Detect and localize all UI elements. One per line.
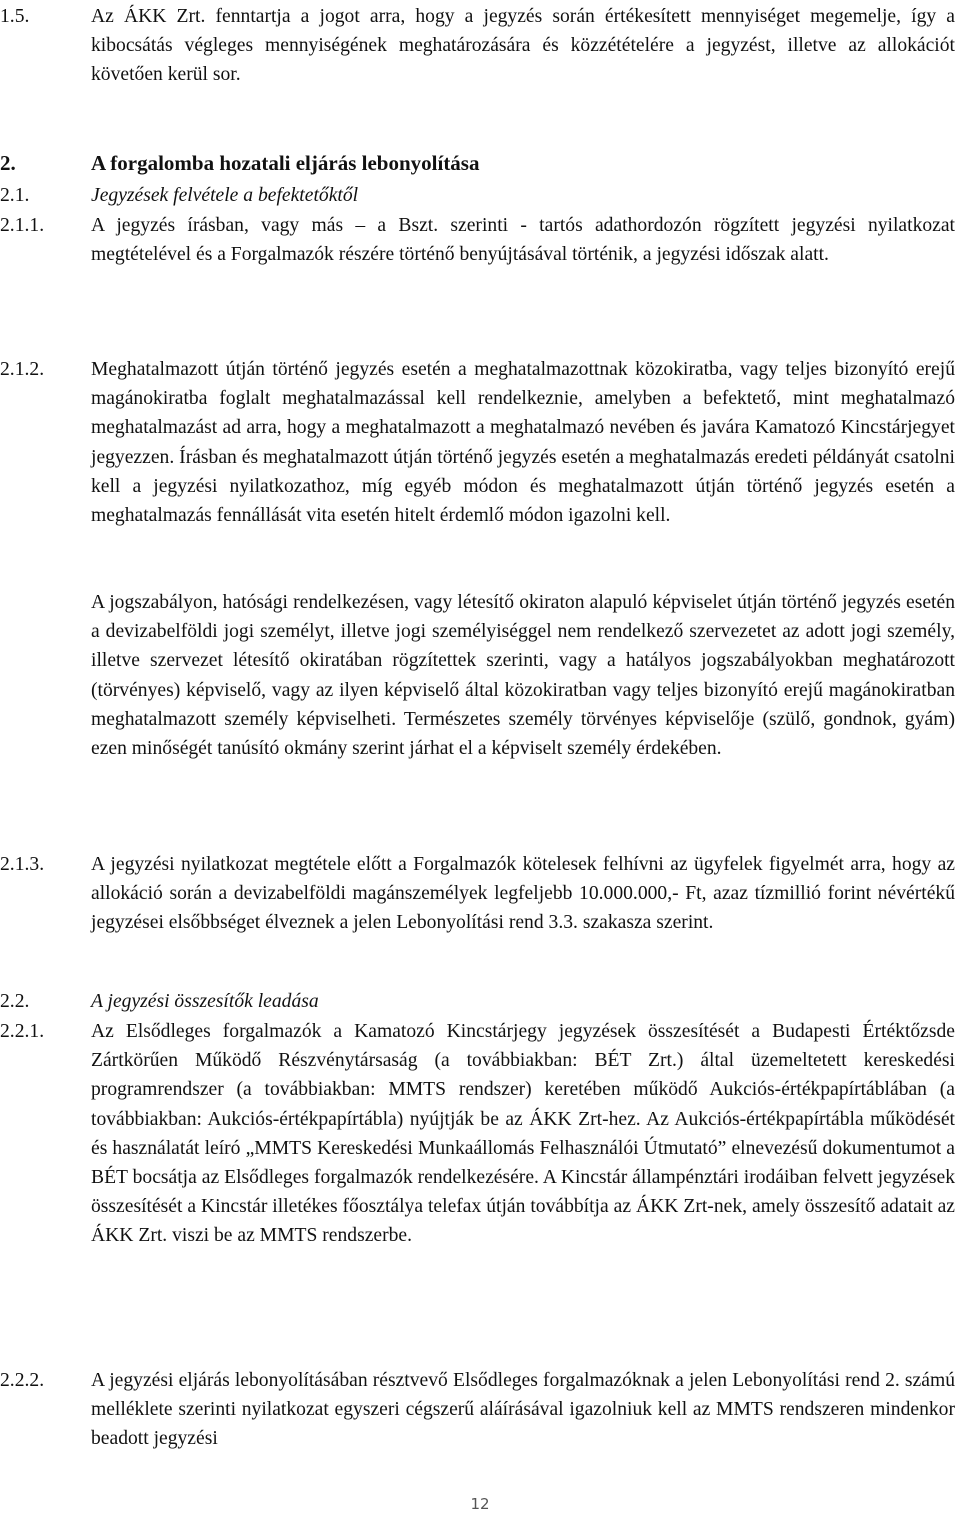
section-text: Meghatalmazott útján történő jegyzés esetén a meghatalmazottnak közokiratba, vagy teljes bizonyító erejű magánokiratba foglalt meghatalmazással kell rendelkeznie, amelyben a befektető, mint meghatalmazó meghatalmazást ad arra, hogy a meghatalmazott a meghatalmazó nevében és javára Kamatozó Kincstárjegyet jegyezzen. Írásban és meghatalmazott útján történő jegyzés esetén a meghatalmazás eredeti példányát csatolni kell a jegyzési nyilatkozathoz, míg egyéb módon és meghatalmazott útján történő jegyzés esetén a meghatalmazás fennállását vita esetén hitelt érdemlő módon igazolni kell.: [91, 359, 955, 527]
page-number: 12: [470, 1495, 490, 1513]
section-number: 2.1.2.: [0, 359, 45, 380]
section-number: 2.2.1.: [0, 1021, 45, 1042]
section-text-continued: A jogszabályon, hatósági rendelkezésen, vagy létesítő okiraton alapuló képviselet útján történő jegyzés esetén a devizabelföldi jogi személyt, illetve jogi személyiséggel nem rendelkező szervezetet az adott jogi személy, illetve szervezet létesítő okiratában rögzítettek szerinti, vagy a hatályos jogszabályokban meghatározott (törvényes) képviselő, vagy az ilyen képviselő által közokiratban vagy teljes bizonyító erejű magánokiratban meghatalmazott személy képviselheti. Természetes személy törvényes képviselője (szülő, gondnok, gyám) ezen minőségét tanúsító okmány szerint járhat el a képviselt személy érdekében.: [91, 592, 955, 760]
section-number: 2.2.: [0, 991, 30, 1012]
section-number: 1.5.: [0, 6, 30, 27]
section-title: A jegyzési összesítők leadása: [91, 991, 319, 1012]
section-title: A forgalomba hozatali eljárás lebonyolítása: [91, 151, 480, 175]
section-number: 2.2.2.: [0, 1370, 45, 1391]
section-text: Az ÁKK Zrt. fenntartja a jogot arra, hogy a jegyzés során értékesített mennyiséget megemelje, így a kibocsátás végleges mennyiségének meghatározására és közzétételére a jegyzést, illetve az allokációt követően kerül sor.: [91, 6, 955, 86]
section-number: 2.1.3.: [0, 854, 45, 875]
section-number: 2.1.: [0, 185, 30, 206]
section-number: 2.: [0, 151, 16, 175]
section-number: 2.1.1.: [0, 215, 45, 236]
section-text: A jegyzési eljárás lebonyolításában résztvevő Elsődleges forgalmazóknak a jelen Lebonyolítási rend 2. számú melléklete szerinti nyilatkozat egyszeri cégszerű aláírásával igazolniuk kell az MMTS rendszeren mindenkor beadott jegyzési: [91, 1370, 955, 1450]
section-text: A jegyzési nyilatkozat megtétele előtt a Forgalmazók kötelesek felhívni az ügyfelek figyelmét arra, hogy az allokáció során a devizabelföldi magánszemélyek legfeljebb 10.000.000,- Ft, azaz tízmillió forint névértékű jegyzései elsőbbséget élveznek a jelen Lebonyolítási rend 3.3. szakasza szerint.: [91, 854, 955, 934]
section-title: Jegyzések felvétele a befektetőktől: [91, 185, 359, 206]
section-text: Az Elsődleges forgalmazók a Kamatozó Kincstárjegy jegyzések összesítését a Budapesti Értéktőzsde Zártkörűen Működő Részvénytársaság (a továbbiakban: BÉT Zrt.) által üzemeltetett kereskedési programrendszer (a továbbiakban: MMTS rendszer) keretében működő Aukciós-értékpapírtáblában (a továbbiakban: Aukciós-értékpapírtábla) nyújtják be az ÁKK Zrt-hez. Az Aukciós-értékpapírtábla működését és használatát leíró „MMTS Kereskedési Munkaállomás Felhasználói Útmutató” elnevezésű dokumentumot a BÉT bocsátja az Elsődleges forgalmazók rendelkezésére. A Kincstár állampénztári irodáiban felvett jegyzések összesítését a Kincstár illetékes főosztálya telefax útján továbbítja az ÁKK Zrt-nek, amely összesítő adatait az ÁKK Zrt. viszi be az MMTS rendszerbe.: [91, 1021, 955, 1247]
section-text: A jegyzés írásban, vagy más – a Bszt. szerinti - tartós adathordozón rögzített jegyzési nyilatkozat megtételével és a Forgalmazók részére történő benyújtásával történik, a jegyzési időszak alatt.: [91, 215, 955, 266]
